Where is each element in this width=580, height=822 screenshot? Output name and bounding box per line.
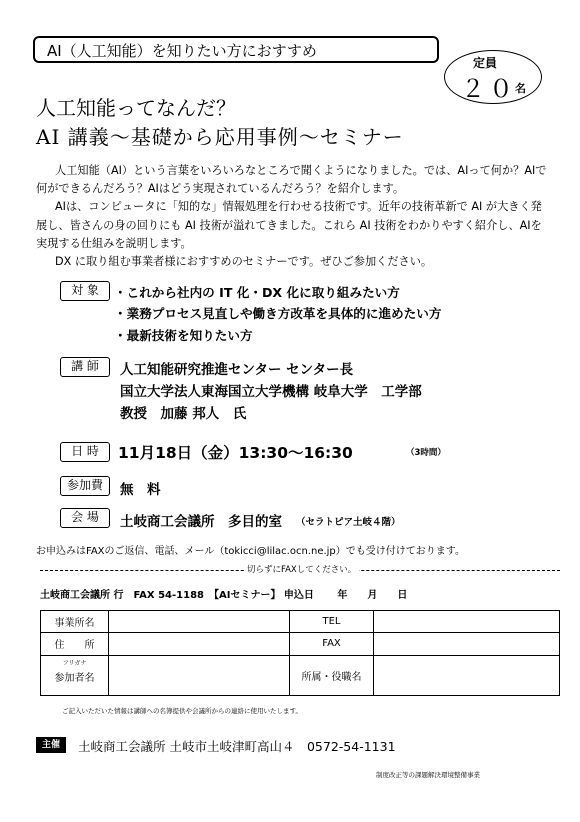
fee-label: 参加費 (60, 476, 110, 496)
capacity-unit: 名 (515, 82, 526, 95)
company-label: 事業所名 (41, 611, 109, 633)
target-item: ・最新技術を知りたい方 (114, 328, 253, 343)
title-line-2: AI 講義～基礎から応用事例～セミナー (36, 125, 404, 149)
datetime-duration: （3時間） (406, 448, 446, 458)
participant-label: 参加者名 (54, 673, 95, 685)
target-label: 対 象 (60, 281, 110, 301)
application-form (40, 610, 560, 696)
position-label: 所属・役職名 (290, 655, 374, 695)
fax-header: 土岐商工会議所 行 FAX 54-1188 【AIセミナー】 申込日 年 月 日 (40, 590, 408, 601)
venue-floor: （セラトピア土岐４階） (296, 517, 401, 528)
address-field[interactable] (109, 633, 290, 655)
privacy-note: ご記入いただいた情報は講師への名簿提供や会議所からの連絡に使用いたします。 (62, 707, 302, 715)
intro-text (36, 162, 552, 271)
participant-field[interactable] (109, 655, 290, 695)
lecturer-line: 教授 加藤 邦人 氏 (120, 406, 247, 422)
capacity-number: ２０ (461, 75, 517, 103)
target-item: ・業務プロセス見直しや働き方改革を具体的に進めたい方 (114, 306, 442, 321)
capacity-badge (444, 50, 542, 104)
venue-value: 土岐商工会議所 多目的室 (120, 514, 282, 530)
intro-paragraph: 人工知能（AI）という言葉をいろいろなところで聞くようになりました。では、AIって何か？AIで何ができるんだろう？AIはどう実現されているんだろう？を紹介します。 (36, 164, 547, 196)
organizer-info: 土岐商工会議所 土岐市土岐津町高山４ 0572-54-1131 (78, 739, 396, 754)
address-label: 住 所 (41, 633, 109, 655)
lecturer-line: 国立大学法人東海国立大学機構 岐阜大学 工学部 (120, 384, 422, 400)
fee-value: 無 料 (120, 482, 161, 498)
organizer-badge: 主催 (36, 737, 66, 753)
intro-paragraph: AIは、コンピュータに「知的な」情報処理を行わせる技術です。近年の技術革新で AI が大きく発展し、皆さんの身の回りにも AI 技術が溢れてきました。これら AI 技術をわかりやすく紹介し、AIを実現する仕組みを説明します。 (36, 200, 542, 250)
tel-label: TEL (290, 611, 374, 633)
fax-field[interactable] (374, 633, 560, 655)
position-field[interactable] (374, 655, 560, 695)
venue-label: 会 場 (60, 508, 110, 528)
target-item: ・これから社内の IT 化・DX 化に取り組みたい方 (114, 285, 400, 300)
footer-project: 制度改正等の課題解決環境整備事業 (376, 771, 480, 779)
title-line-1: 人工知能ってなんだ？ (36, 96, 236, 120)
lecturer-line: 人工知能研究推進センター センター長 (120, 362, 354, 378)
capacity-label: 定員 (473, 56, 498, 70)
lecturer-label: 講 師 (60, 357, 110, 377)
datetime-label: 日 時 (60, 442, 110, 462)
cut-label: 切らずにFAXしてください。 (244, 563, 359, 575)
participant-cell (41, 655, 109, 695)
tel-field[interactable] (374, 611, 560, 633)
furigana-label: フリガナ (62, 660, 87, 668)
intro-paragraph: DX に取り組む事業者様におすすめのセミナーです。ぜひご参加ください。 (55, 255, 433, 269)
company-field[interactable] (109, 611, 290, 633)
contact-note: お申込みはFAXのご返信、電話、メール（tokicci@lilac.ocn.ne.jp）でも受け付けております。 (36, 546, 465, 557)
datetime-value: 11月18日（金）13:30～16:30 (118, 444, 353, 462)
fax-label: FAX (290, 633, 374, 655)
headline-banner: AI（人工知能）を知りたい方におすすめ (33, 36, 439, 63)
